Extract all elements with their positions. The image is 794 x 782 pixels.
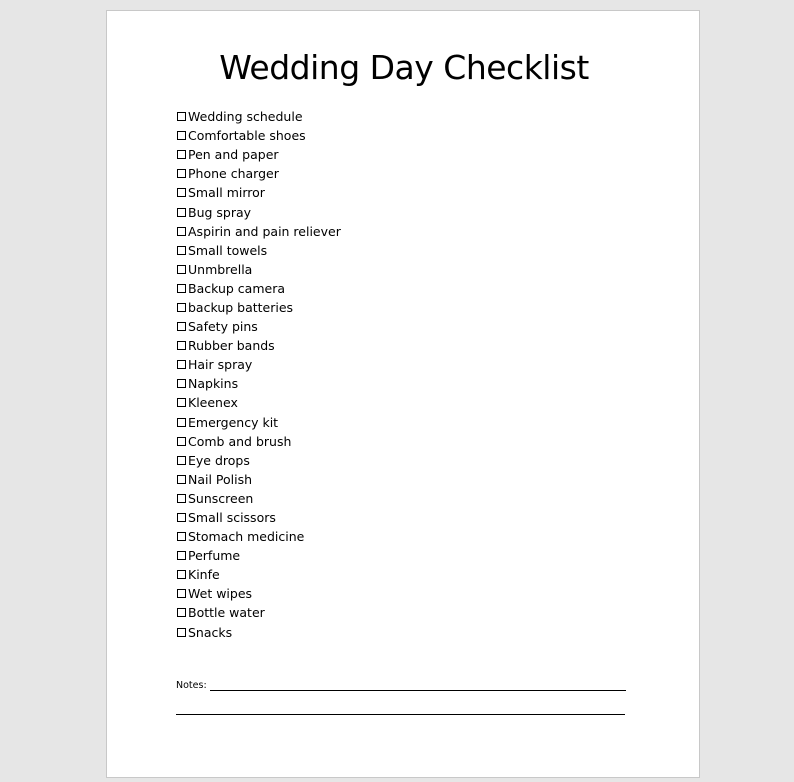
checkbox-icon[interactable] [177,513,186,522]
checklist-item [177,145,341,164]
notes-line[interactable] [210,681,626,691]
checkbox-icon[interactable] [177,475,186,484]
checklist-item-label: Napkins [188,376,239,392]
checklist-item [177,623,341,642]
checklist-item-label: Comb and brush [188,433,292,449]
checklist-item-label: Pen and paper [188,147,279,163]
checklist-item-label: Small scissors [188,510,276,526]
checklist-item-label: Safety pins [188,319,258,335]
document-page [106,10,700,778]
checklist-item [177,451,341,470]
checkbox-icon[interactable] [177,150,186,159]
checkbox-icon[interactable] [177,418,186,427]
checkbox-icon[interactable] [177,379,186,388]
checkbox-icon[interactable] [177,437,186,446]
checkbox-icon[interactable] [177,208,186,217]
checklist-item [177,413,341,432]
checkbox-icon[interactable] [177,494,186,503]
checklist-item-label: Stomach medicine [188,529,305,545]
checklist-item [177,298,341,317]
checklist-item [177,164,341,183]
checkbox-icon[interactable] [177,131,186,140]
checklist [177,107,341,642]
checklist-item-label: Backup camera [188,280,285,296]
checklist-item-label: Emergency kit [188,414,279,430]
checkbox-icon[interactable] [177,532,186,541]
checklist-item [177,355,341,374]
checklist-item [177,603,341,622]
checklist-item-label: Small mirror [188,185,265,201]
checklist-item-label: Unmbrella [188,261,253,277]
checklist-item [177,565,341,584]
document-title: Wedding Day Checklist [219,48,589,87]
checklist-item-label: Comfortable shoes [188,128,306,144]
checkbox-icon[interactable] [177,570,186,579]
checklist-item [177,546,341,565]
checklist-item-label: Kleenex [188,395,238,411]
checklist-item-label: Wet wipes [188,586,253,602]
checkbox-icon[interactable] [177,341,186,350]
checklist-item [177,107,341,126]
checklist-item-label: Bottle water [188,605,265,621]
checklist-item-label: Aspirin and pain reliever [188,223,341,239]
checklist-item [177,432,341,451]
checkbox-icon[interactable] [177,246,186,255]
checklist-item [177,222,341,241]
notes-line-second[interactable] [176,714,625,715]
checkbox-icon[interactable] [177,188,186,197]
checklist-item [177,470,341,489]
checkbox-icon[interactable] [177,265,186,274]
checklist-item [177,260,341,279]
checkbox-icon[interactable] [177,456,186,465]
checklist-item-label: Snacks [188,624,233,640]
checklist-item [177,489,341,508]
checkbox-icon[interactable] [177,303,186,312]
checklist-item-label: Eye drops [188,452,250,468]
checklist-item-label: Rubber bands [188,338,275,354]
checkbox-icon[interactable] [177,360,186,369]
checklist-item [177,527,341,546]
notes-label: Notes: [176,680,207,691]
checklist-item-label: Kinfe [188,567,220,583]
checkbox-icon[interactable] [177,112,186,121]
checklist-item-label: Wedding schedule [188,109,303,125]
checklist-item-label: backup batteries [188,299,294,315]
checklist-item-label: Sunscreen [188,490,254,506]
checklist-item [177,508,341,527]
checklist-item-label: Nail Polish [188,471,253,487]
checklist-item [177,183,341,202]
checklist-item [177,393,341,412]
notes-field[interactable] [176,677,626,691]
checklist-item [177,126,341,145]
checklist-item-label: Hair spray [188,357,253,373]
checklist-item [177,336,341,355]
checkbox-icon[interactable] [177,608,186,617]
checklist-item [177,584,341,603]
checklist-item [177,279,341,298]
checklist-item-label: Bug spray [188,204,252,220]
checkbox-icon[interactable] [177,589,186,598]
checkbox-icon[interactable] [177,398,186,407]
checkbox-icon[interactable] [177,628,186,637]
checklist-item-label: Small towels [188,242,268,258]
checklist-item [177,241,341,260]
checkbox-icon[interactable] [177,227,186,236]
checklist-item-label: Perfume [188,548,241,564]
checklist-item [177,374,341,393]
checkbox-icon[interactable] [177,551,186,560]
checkbox-icon[interactable] [177,284,186,293]
checklist-item [177,202,341,221]
checklist-item [177,317,341,336]
checkbox-icon[interactable] [177,322,186,331]
checklist-item-label: Phone charger [188,166,279,182]
checkbox-icon[interactable] [177,169,186,178]
